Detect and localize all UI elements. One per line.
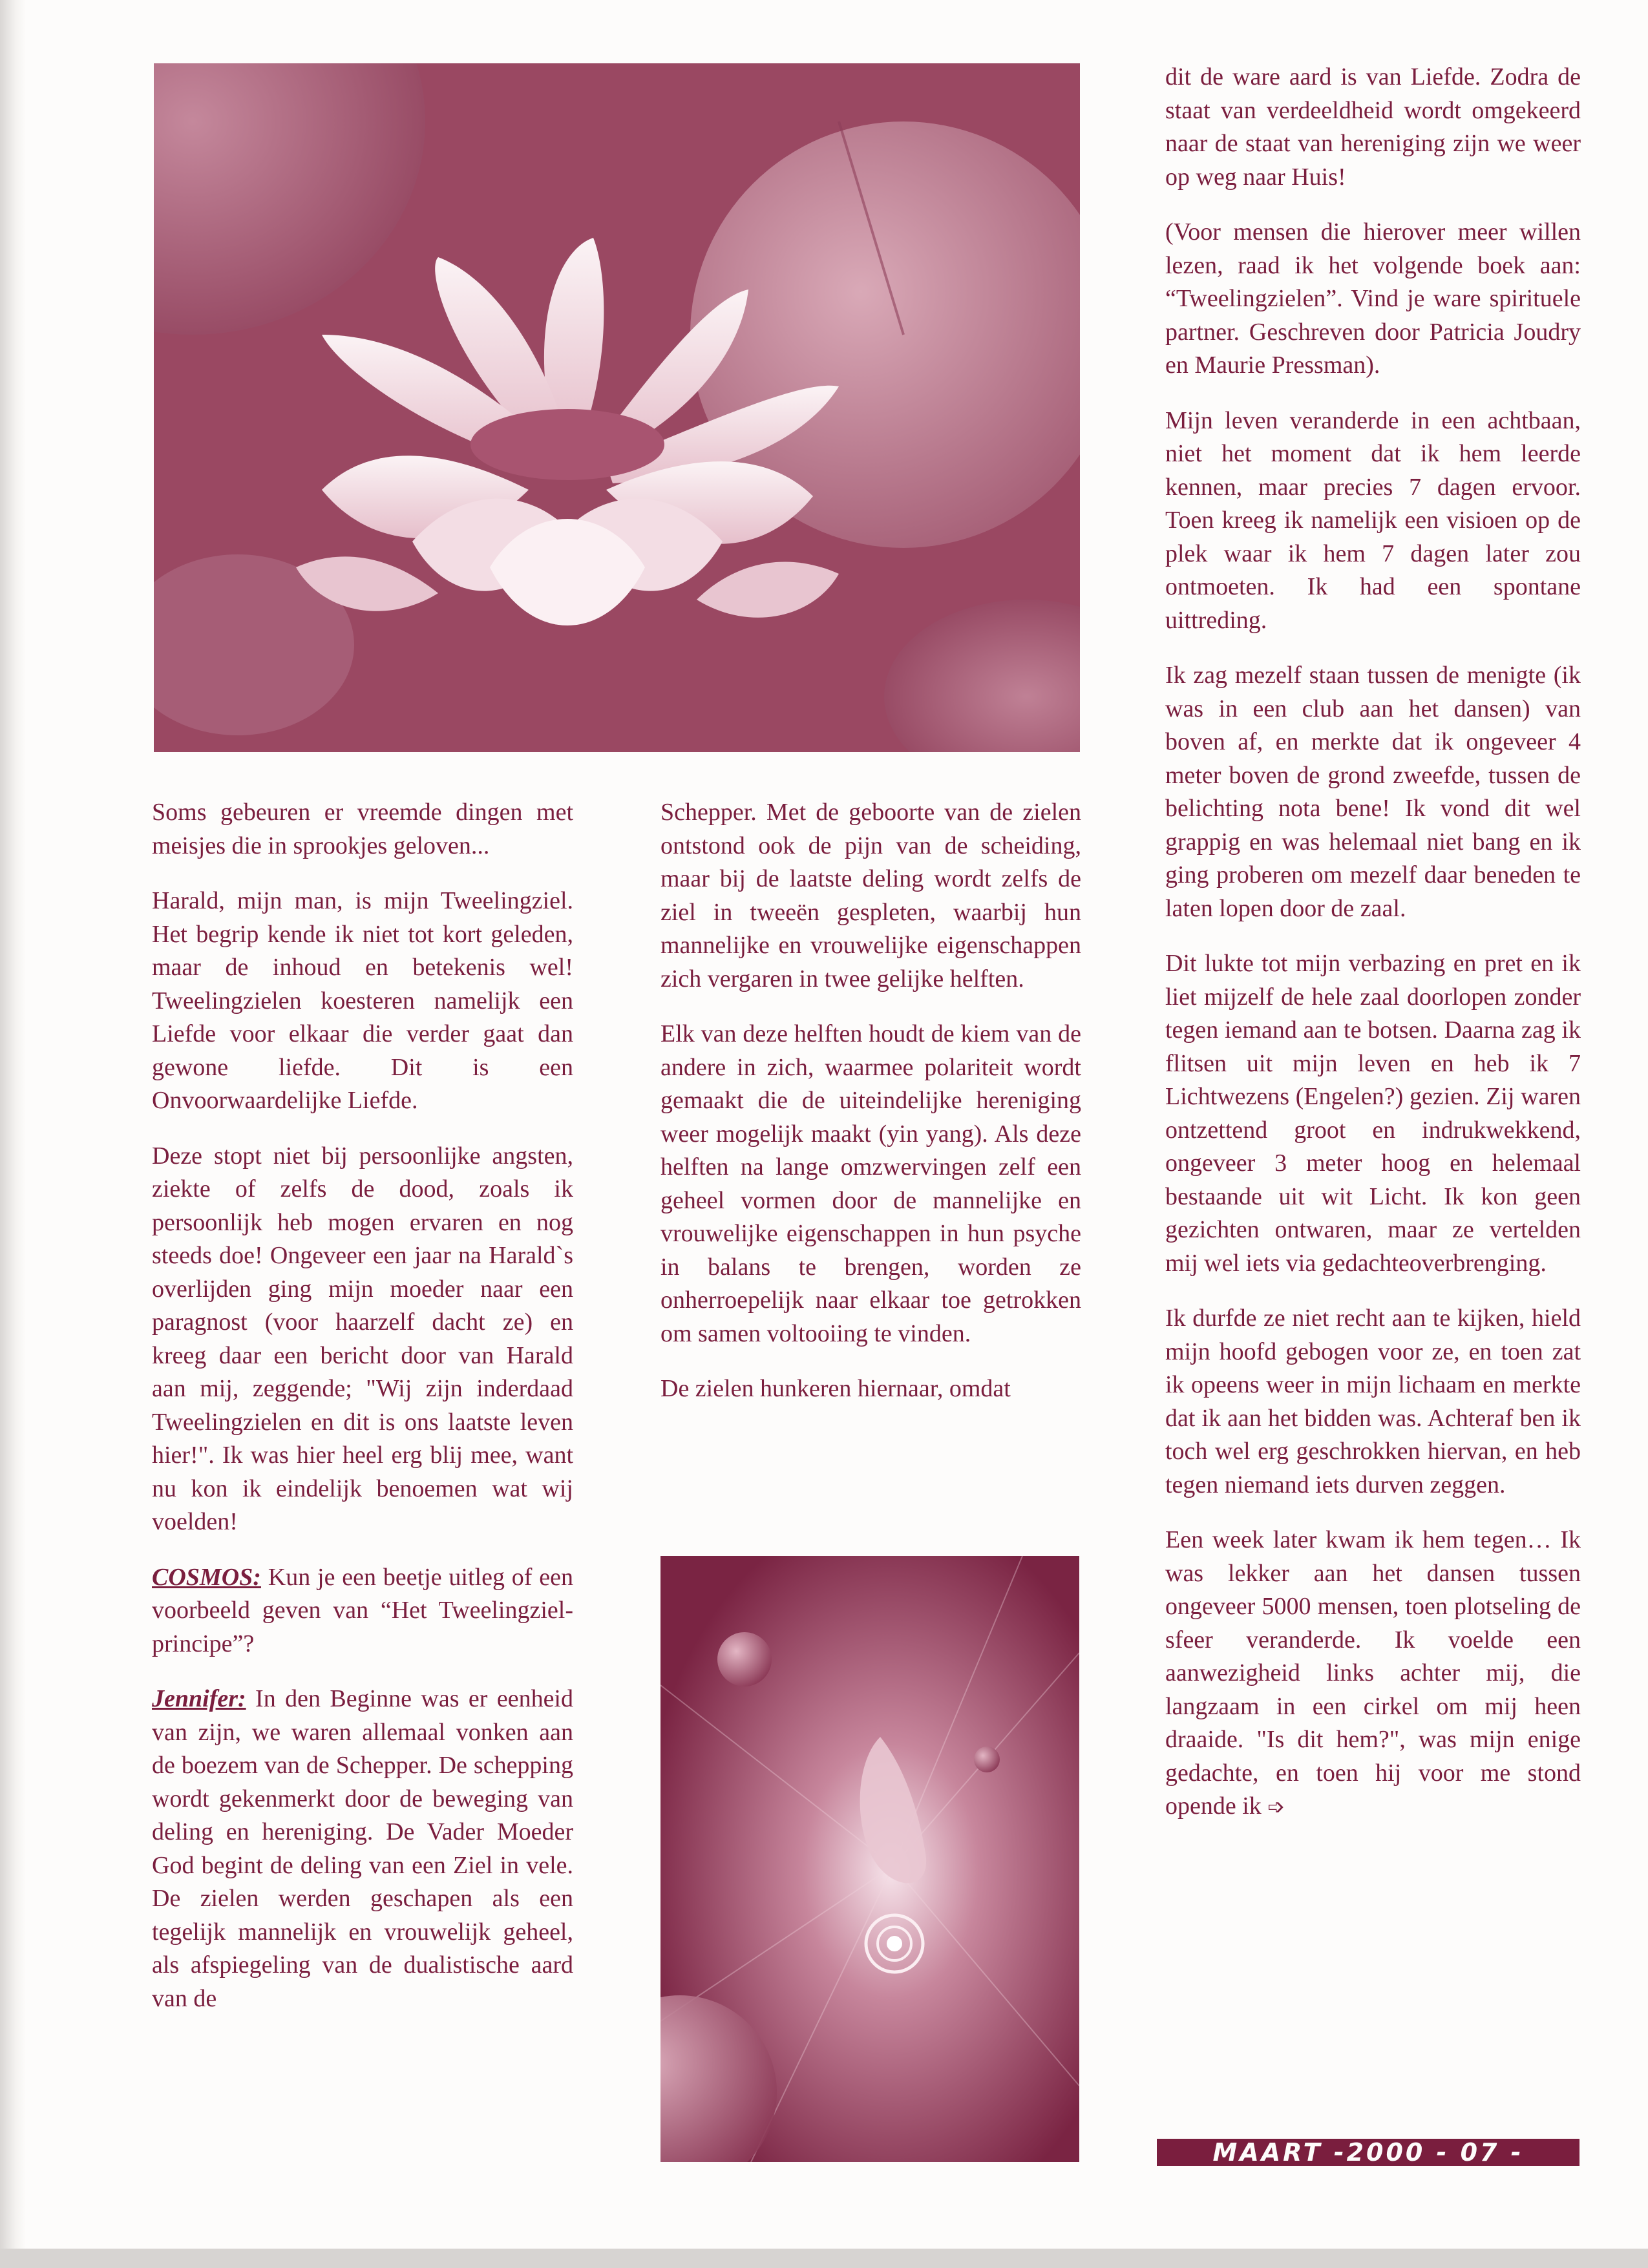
paragraph: Ik zag mezelf staan tussen de menigte (ik was in een club aan het dansen) van boven af, en merkte dat ik ongeveer 4 meter boven de grond zweefde, tussen de belichting nota bene! Ik vond dit wel grappig en was helemaal niet bang en ik ging proberen om mezelf daar beneden te laten lopen door de zaal. [1165,662,1581,922]
page-binding-edge [0,0,26,2268]
question-text: Kun je een beetje uitleg of een voorbeeld geven van “Het Tweelingziel-principe”? [152,1563,573,1657]
interview-question [152,1561,573,1661]
paragraph-text: Een week later kwam ik hem tegen… Ik was lekker aan het dansen tussen ongeveer 5000 mensen, toen plotseling de sfeer veranderde. Ik voelde een aanwezigheid links achter mij, die langzaam in een cirkel om mij heen draaide. "Is dit hem?", was mijn enige gedachte, en toen hij voor me stond opende ik [1165,1526,1581,1820]
continue-arrow-icon: ➩ [1267,1794,1285,1819]
paragraph: Elk van deze helften houdt de kiem van de andere in zich, waarmee polariteit wordt gemaakt die de uiteindelijke hereniging weer mogelijk maakt (yin yang). Als deze helften na lange omzwervingen zelf een geheel vormen door de mannelijke en vrouwelijke eigenschappen in hun psyche in balans te brengen, worden ze onherroepelijk naar elkaar toe getrokken om samen voltooiing te vinden. [660,1020,1081,1347]
issue-page-footer: MAART -2000 - 07 - [1157,2139,1579,2166]
paragraph: Mijn leven veranderde in een achtbaan, niet het moment dat ik hem leerde kennen, maar precies 7 dagen ervoor. Toen kreeg ik namelijk een visioen op de plek waar ik hem 7 dagen later zou ontmoeten. Ik had een spontane uittreding. [1165,406,1581,634]
paragraph: Schepper. Met de geboorte van de zielen ontstond ook de pijn van de scheiding, maar bij de laatste deling wordt zelfs de ziel in tweeën gespleten, waarbij hun mannelijke en vrouwelijke eigenschappen zich vergaren in twee gelijke helften. [660,799,1081,992]
paragraph: (Voor mensen die hierover meer willen lezen, raad ik het volgende boek aan: “Tweelingzielen”. Vind je ware spirituele partner. Geschreven door Patricia Joudry en Maurie Pressman). [1165,218,1581,379]
paragraph: De zielen hunkeren hiernaar, omdat [660,1375,1011,1402]
paragraph: Harald, mijn man, is mijn Tweelingziel. Het begrip kende ik niet tot kort geleden, maar de inhoud en betekenis wel! Tweelingzielen koesteren namelijk een Liefde voor elkaar die verder gaat dan gewone liefde. Dit is een Onvoorwaardelijke Liefde. [152,887,573,1114]
interview-answer [152,1683,573,2015]
interviewee-label: Jennifer: [152,1685,246,1712]
article-column-middle [660,796,1081,1428]
lotus-illustration [154,63,1080,752]
interviewer-label: COSMOS: [152,1563,261,1591]
paragraph: Deze stopt niet bij persoonlijke angsten, ziekte of zelfs de dood, zoals ik persoonlijk heb mogen ervaren en nog steeds doe! Ongeveer een jaar na Harald`s overlijden ging mijn moeder naar een paragnost (voor haarzelf dacht ze) en kreeg daar een bericht door van Harald aan mij, zeggende; "Wij zijn inderdaad Tweelingzielen en dit is ons laatste leven hier!". Ik was hier heel erg blij mee, want nu kon ik eindelijk benoemen wat wij voelden! [152,1142,573,1535]
paragraph: dit de ware aard is van Liefde. Zodra de staat van verdeeldheid wordt omgekeerd naar de staat van hereniging zijn we weer op weg naar Huis! [1165,63,1581,191]
paragraph: Soms gebeuren er vreemde dingen met meisjes die in sprookjes geloven... [152,799,573,859]
cosmic-spiral-illustration [660,1556,1079,2162]
paragraph: Dit lukte tot mijn verbazing en pret en ik liet mijzelf de hele zaal doorlopen zonder tegen iemand aan te botsen. Daarna zag ik flitsen uit mijn leven en heb ik 7 Lichtwezens (Engelen?) gezien. Zij waren ontzettend groot en indrukwekkend, ongeveer 3 meter hoog en helemaal bestaande uit wit Licht. Ik kon geen gezichten ontwaren, maar ze vertelden mij wel iets via gedachteoverbrenging. [1165,950,1581,1277]
paragraph: Ik durfde ze niet recht aan te kijken, hield mijn hoofd gebogen voor ze, en toen zat ik opeens weer in mijn lichaam en merkte dat ik aan het bidden was. Achteraf ben ik toch wel erg geschrokken hiervan, en heb tegen niemand iets durven zeggen. [1165,1305,1581,1498]
article-column-left [152,796,573,2037]
paragraph [1165,1524,1581,1824]
answer-text: In den Beginne was er eenheid van zijn, we waren allemaal vonken aan de boezem van de Schepper. De schepping wordt gekenmerkt door de beweging van deling en hereniging. De Vader Moeder God begint de deling van een Ziel in vele. De zielen werden geschapen als een tegelijk mannelijk en vrouwelijk geheel, als afspiegeling van de dualistische aard van de [152,1685,573,2012]
scan-bottom-edge [0,2249,1648,2268]
article-column-right [1165,61,1581,1846]
